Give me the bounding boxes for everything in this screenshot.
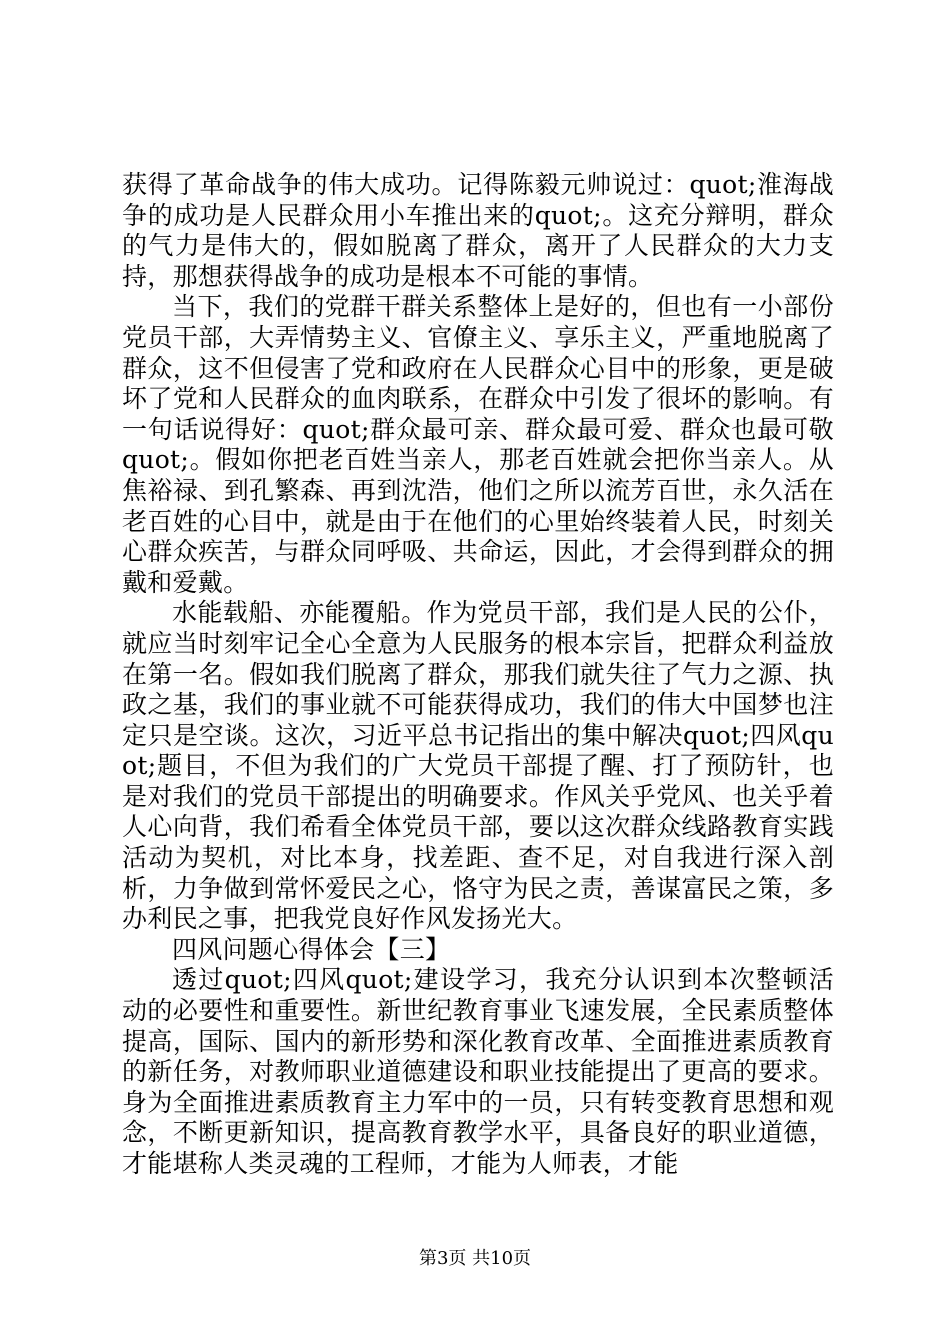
section-heading: 四风问题心得体会【三】 <box>172 934 451 964</box>
page-number-footer: 第3页 共10页 <box>418 1248 532 1269</box>
paragraph: 透过quot;四风quot;建设学习，我充分认识到本次整顿活动的必要性和重要性。新世纪教育事业飞速发展，全民素质整体提高，国际、国内的新形势和深化教育改革、全面推进素质教育的新任务，对教师职业道德建设和职业技能提出了更高的要求。身为全面推进素质教育主力军中的一员，只有转变教育思想和观念，不断更新知识，提高教育教学水平，具备良好的职业道德，才能堪称人类灵魂的工程师，才能为人师表，才能 <box>122 965 834 1178</box>
paragraph: 当下，我们的党群干群关系整体上是好的，但也有一小部份党员干部，大弄情势主义、官僚主义、享乐主义，严重地脱离了群众，这不但侵害了党和政府在人民群众心目中的形象，更是破坏了党和人民群众的血肉联系，在群众中引发了很坏的影响。有一句话说得好：quot;群众最可亲、群众最可爱、群众也最可敬quot;。假如你把老百姓当亲人，那老百姓就会把你当亲人。从焦裕禄、到孔繁森、再到沈浩，他们之所以流芳百世，永久活在老百姓的心目中，就是由于在他们的心里始终装着人民，时刻关心群众疾苦，与群众同呼吸、共命运，因此，才会得到群众的拥戴和爱戴。 <box>122 292 834 597</box>
paragraph: 水能载船、亦能覆船。作为党员干部，我们是人民的公仆，就应当时刻牢记全心全意为人民服务的根本宗旨，把群众利益放在第一名。假如我们脱离了群众，那我们就失往了气力之源、执政之基，我们的事业就不可能获得成功，我们的伟大中国梦也注定只是空谈。这次，习近平总书记指出的集中解决quot;四风quot;题目，不但为我们的广大党员干部提了醒、打了预防针，也是对我们的党员干部提出的明确要求。作风关乎党风、也关乎着人心向背，我们希看全体党员干部，要以这次群众线路教育实践活动为契机，对比本身，找差距、查不足，对自我进行深入剖析，力争做到常怀爱民之心，恪守为民之责，善谋富民之策，多办利民之事，把我党良好作风发扬光大。 <box>122 598 834 934</box>
paragraph-continuation: 获得了革命战争的伟大成功。记得陈毅元帅说过：quot;淮海战争的成功是人民群众用小车推出来的quot;。这充分辩明，群众的气力是伟大的，假如脱离了群众，离开了人民群众的大力支持，那想获得战争的成功是根本不可能的事情。 <box>122 170 834 291</box>
document-body <box>122 170 834 1180</box>
